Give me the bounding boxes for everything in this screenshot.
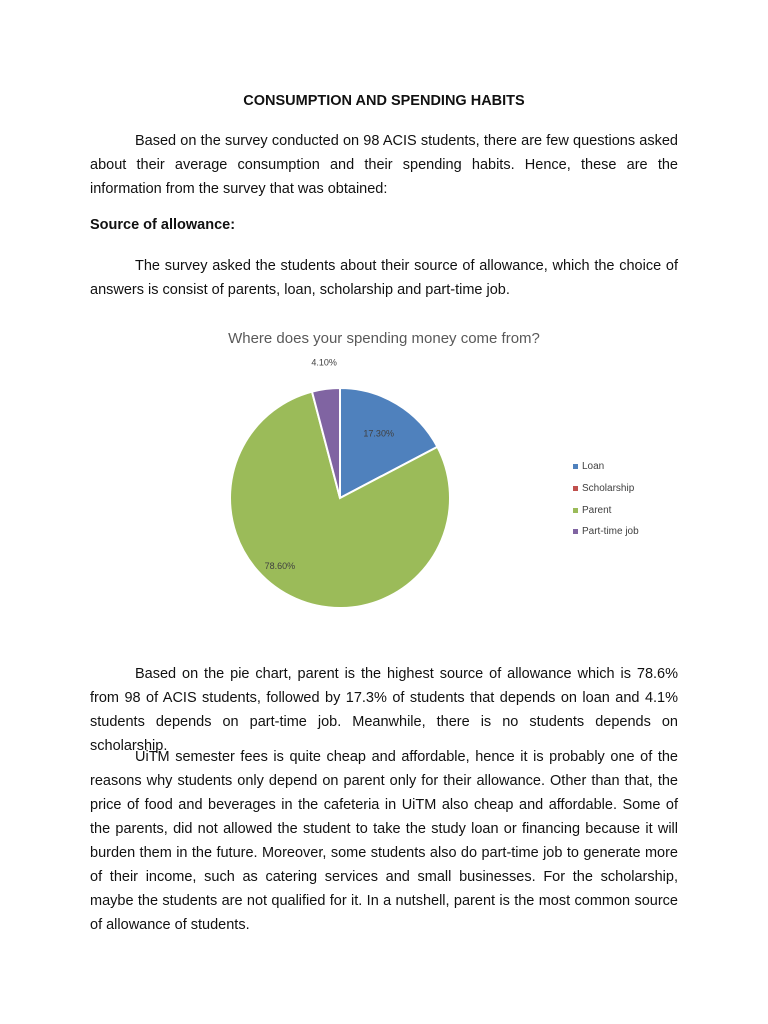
intro-paragraph: Based on the survey conducted on 98 ACIS students, there are few questions asked about their average consumption and their spending habits. Hence, these are the information from the survey that was obtained: xyxy=(90,133,678,197)
data-label-loan: 17.30% xyxy=(363,428,394,439)
legend-label: Parent xyxy=(582,504,612,516)
data-label-parent: 78.60% xyxy=(264,560,296,571)
analysis-paragraph: Based on the pie chart, parent is the highest source of allowance which is 78.6% from 98 of ACIS students, followed by 17.3% of students that depends on loan and 4.1% students depends on part-time job. Meanwhile, there is no students depends on scholarship. xyxy=(90,666,678,754)
discussion-paragraph: UiTM semester fees is quite cheap and affordable, hence it is probably one of the reasons why students only depend on parent only for their allowance. Other than that, the price of food and beverages in the cafeteria in UiTM also cheap and affordable. Some of the parents, did not allowed the student to take the study loan or financing because it will burden them in the future. Moreover, some students also do part-time job to generate more of their income, such as catering services and small businesses. For the scholarship, maybe the students are not qualified for it. In a nutshell, parent is the most common source of allowance of students. xyxy=(90,749,678,933)
page-title: CONSUMPTION AND SPENDING HABITS xyxy=(243,93,525,109)
chart-legend xyxy=(573,456,639,543)
legend-label: Scholarship xyxy=(582,483,635,495)
chart-title: Where does your spending money come from? xyxy=(228,330,540,347)
legend-label: Loan xyxy=(582,461,605,473)
legend-item-loan xyxy=(573,456,639,478)
legend-item-scholarship xyxy=(573,478,639,500)
section-intro-paragraph: The survey asked the students about their source of allowance, which the choice of answers is consist of parents, loan, scholarship and part-time job. xyxy=(90,258,678,298)
pie-chart-canvas xyxy=(0,320,768,640)
legend-swatch xyxy=(573,529,578,534)
data-label-part-time-job: 4.10% xyxy=(311,357,337,368)
legend-swatch xyxy=(573,464,578,469)
legend-swatch xyxy=(573,486,578,491)
section-heading: Source of allowance: xyxy=(90,217,236,233)
legend-label: Part-time job xyxy=(582,526,639,538)
legend-swatch xyxy=(573,508,578,513)
pie-chart xyxy=(0,320,768,640)
legend-item-parent xyxy=(573,499,639,521)
legend-item-part-time-job xyxy=(573,521,639,543)
